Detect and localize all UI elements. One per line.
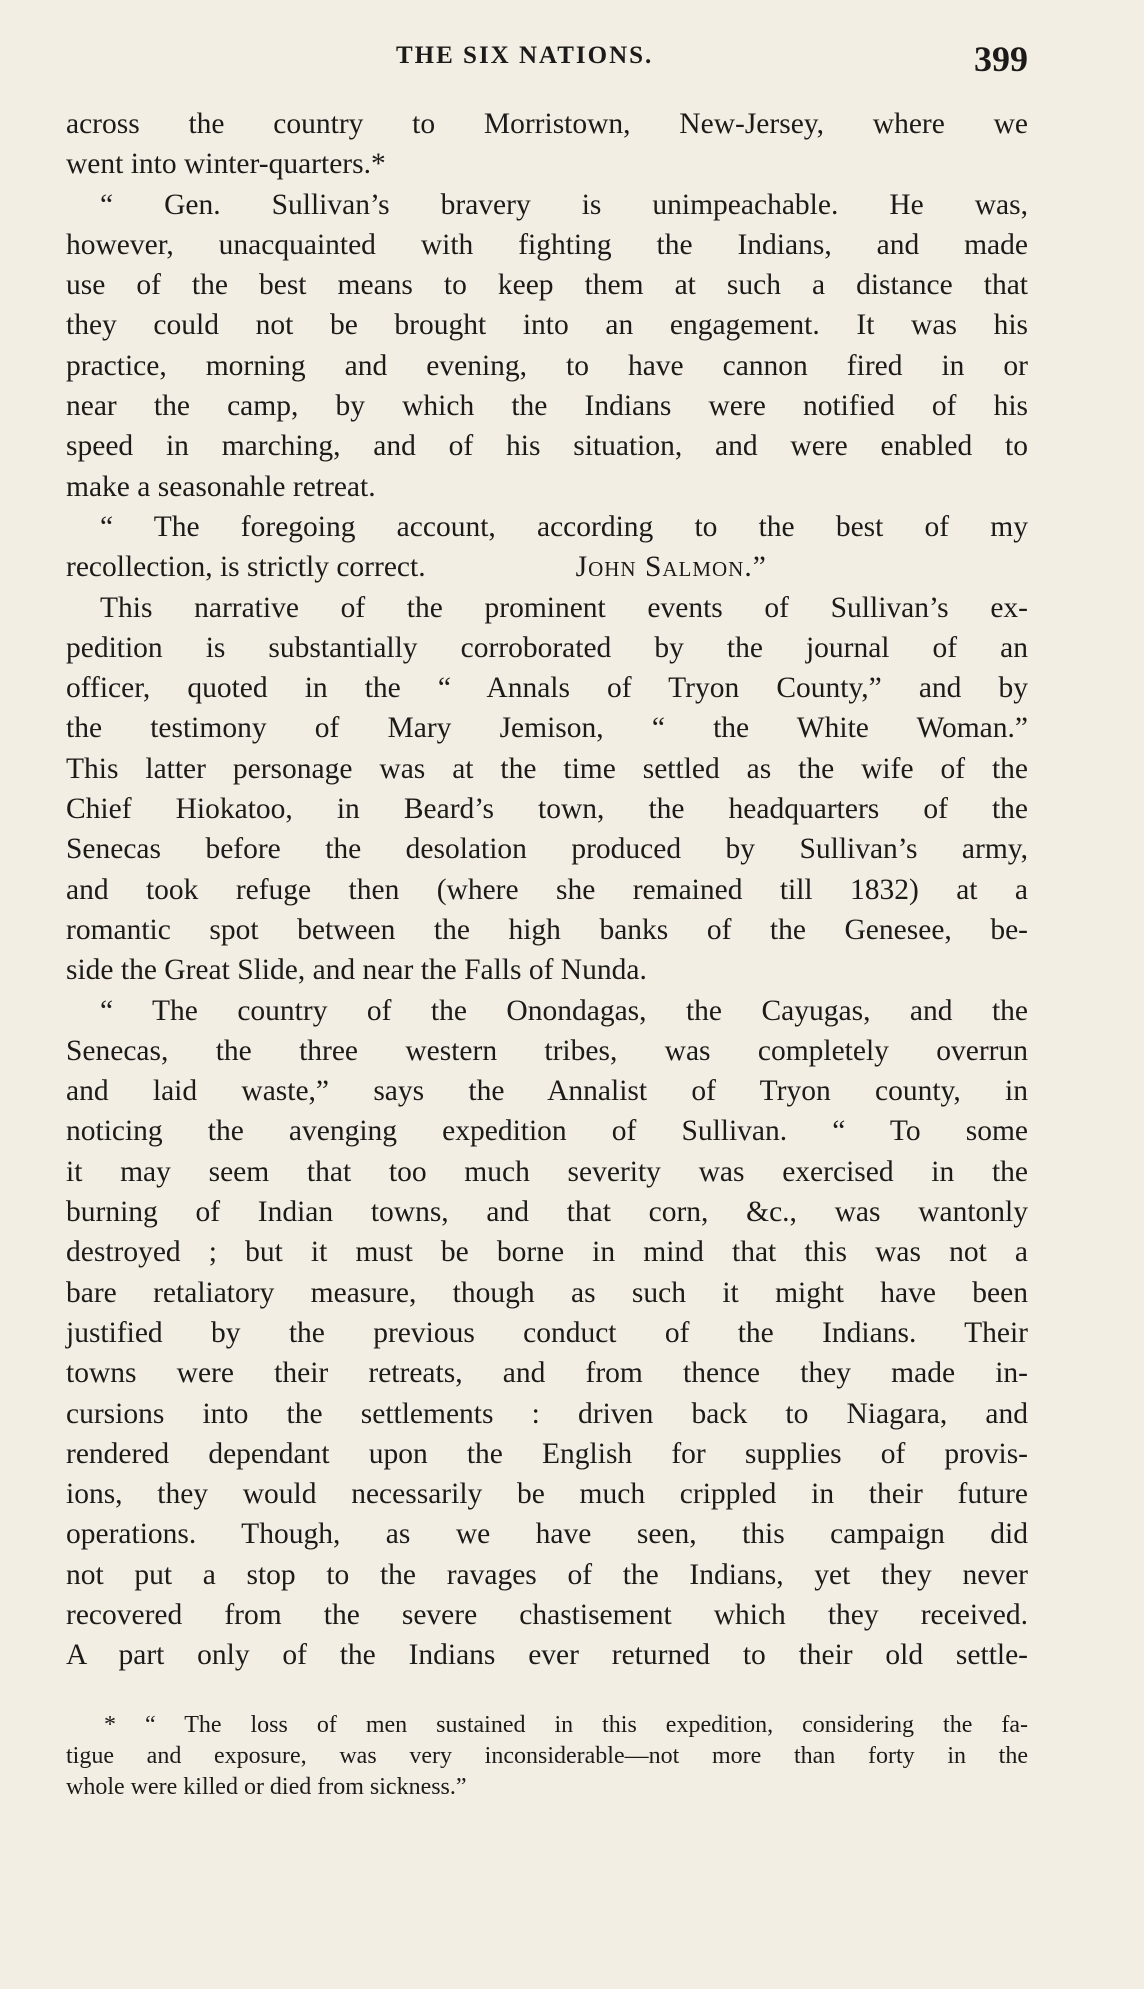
text-line: practice, morning and evening, to have cannon fired in or [66,349,1028,382]
text-line: speed in marching, and of his situation, and were enabled to [66,430,1028,463]
text-line: burning of Indian towns, and that corn, &c., was wantonly [66,1196,1028,1229]
text-line-with-signoff [66,547,1028,587]
text-line: it may seem that too much severity was exercised in the [66,1155,1028,1188]
text-line: Chief Hiokatoo, in Beard’s town, the headquarters of the [66,793,1028,826]
text-line: rendered dependant upon the English for supplies of provis- [66,1437,1028,1470]
text-line: This narrative of the prominent events of Sullivan’s ex- [100,591,1028,624]
text-line: justified by the previous conduct of the Indians. Their [66,1316,1028,1349]
footnote-line: tigue and exposure, was very inconsiderable—not more than forty in the [66,1743,1028,1769]
text-line: and took refuge then (where she remained till 1832) at a [66,873,1028,906]
text-line: This latter personage was at the time settled as the wife of the [66,752,1028,785]
text-line: not put a stop to the ravages of the Indians, yet they never [66,1558,1028,1591]
text-line: “ The foregoing account, according to the best of my [100,510,1028,543]
text-line: Senecas, the three western tribes, was completely overrun [66,1034,1028,1067]
text-line: and laid waste,” says the Annalist of Tryon county, in [66,1075,1028,1108]
text-line: towns were their retreats, and from thence they made in- [66,1357,1028,1390]
text-line: A part only of the Indians ever returned to their old settle- [66,1639,1028,1672]
text-line: Senecas before the desolation produced by Sullivan’s army, [66,833,1028,866]
page-number: 399 [974,39,1028,79]
text-line: “ The country of the Onondagas, the Cayugas, and the [100,994,1028,1027]
text-line: cursions into the settlements : driven back to Niagara, and [66,1397,1028,1430]
text-line: recovered from the severe chastisement which they received. [66,1598,1028,1631]
text-line: “ Gen. Sullivan’s bravery is unimpeachable. He was, [100,188,1028,221]
text-line: went into winter-quarters.* [66,148,386,181]
text-line: operations. Though, as we have seen, this campaign did [66,1518,1028,1551]
text-line: bare retaliatory measure, though as such it might have been [66,1276,1028,1309]
text-line: make a seasonahle retreat. [66,470,376,503]
text-line: destroyed ; but it must be borne in mind that this was not a [66,1236,1028,1269]
text-line: the testimony of Mary Jemison, “ the White Woman.” [66,712,1028,745]
text-line: romantic spot between the high banks of the Genesee, be- [66,913,1028,946]
body-text [66,104,1028,1676]
text-line: recollection, is strictly correct. [66,551,426,584]
text-line: officer, quoted in the “ Annals of Tryon County,” and by [66,672,1028,705]
text-line: ions, they would necessarily be much crippled in their future [66,1478,1028,1511]
running-head: THE SIX NATIONS. [396,42,654,69]
text-line: use of the best means to keep them at such a distance that [66,269,1028,302]
text-line: noticing the avenging expedition of Sullivan. “ To some [66,1115,1028,1148]
page-header [66,38,1028,82]
text-line: side the Great Slide, and near the Falls of Nunda. [66,954,647,987]
footnote-line: * “ The loss of men sustained in this expedition, considering the fa- [104,1712,1028,1738]
text-line: across the country to Morristown, New-Jersey, where we [66,108,1028,140]
footnote-line: whole were killed or died from sickness.” [66,1774,467,1800]
signoff: John Salmon.” [575,551,767,584]
text-line: they could not be brought into an engagement. It was his [66,309,1028,342]
text-line: near the camp, by which the Indians were notified of his [66,390,1028,423]
text-line: however, unacquainted with fighting the Indians, and made [66,228,1028,261]
footnote [66,1710,1028,1803]
text-line: pedition is substantially corroborated by the journal of an [66,631,1028,664]
